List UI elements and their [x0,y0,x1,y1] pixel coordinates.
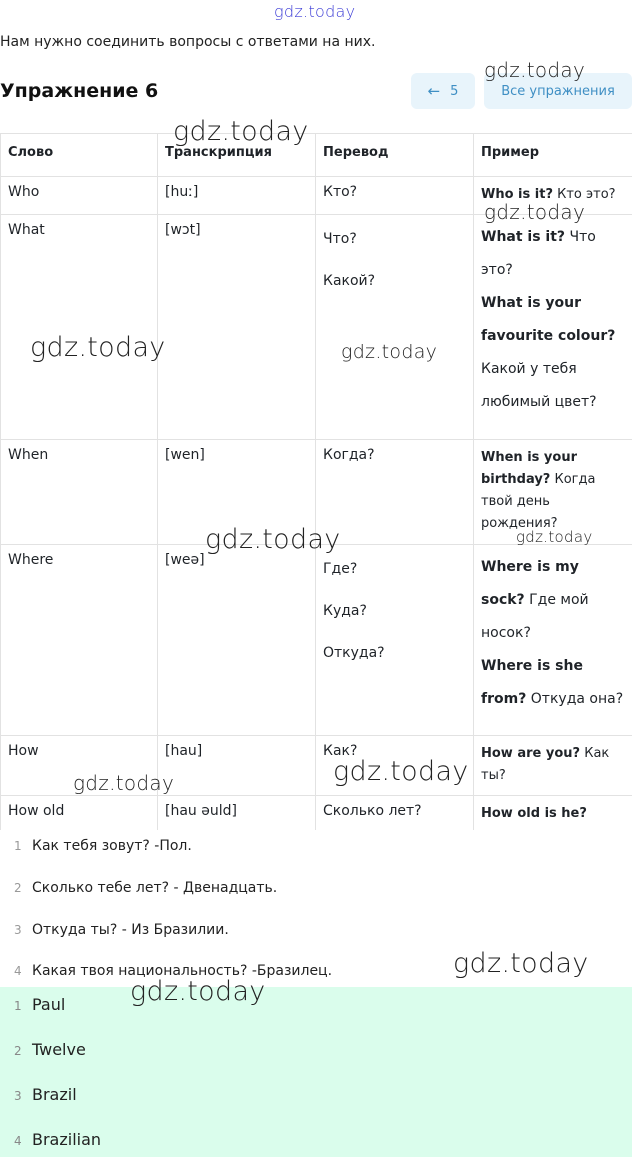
answer-text: Brazilian [32,1130,102,1149]
list-item [14,995,65,1014]
exercise-title: Упражнение 6 [0,80,159,102]
example-rest: Как ты? [481,746,610,783]
question-text: Как тебя зовут? -Пол. [32,838,192,854]
cell-transcription: [weə] [158,545,316,736]
cell-transcription: [huː] [158,177,316,215]
question-text: Сколько тебе лет? - Двенадцать. [32,880,278,896]
cell-word: How [1,736,158,796]
translation: Когда? [323,447,375,463]
watermark: gdz.today [274,2,356,21]
cell-word: Where [1,545,158,736]
list-item [14,1040,86,1059]
answer-text: Twelve [32,1040,86,1059]
table-row [1,215,632,440]
list-item [14,838,192,854]
cell-translation [316,177,474,215]
answer-text: Brazil [32,1085,77,1104]
cell-word: When [1,440,158,545]
cell-example [474,215,632,440]
question-text: Какая твоя национальность? -Бразилец. [32,963,333,979]
cell-example [474,796,632,831]
example-bold: Who is it? [481,187,553,202]
translation: Какой? [323,273,376,289]
translation: Как? [323,743,358,759]
list-item [14,880,277,896]
example-rest: Что это? [481,229,596,278]
cell-transcription: [wen] [158,440,316,545]
list-number: 1 [14,839,22,853]
translation: Что? [323,231,357,247]
header-word: Слово [1,134,158,177]
prev-exercise-button[interactable] [411,73,475,109]
watermark: gdz.today [30,332,166,363]
list-number: 2 [14,1044,22,1058]
cell-translation [316,545,474,736]
watermark: gdz.today [453,948,589,979]
watermark: gdz.today [130,976,266,1007]
example-rest: Откуда она? [526,691,624,707]
cell-transcription: [hau əuld] [158,796,316,831]
cell-translation [316,215,474,440]
cell-transcription: [wɔt] [158,215,316,440]
list-number: 2 [14,881,22,895]
cell-example [474,545,632,736]
example-rest: Какой у тебя любимый цвет? [481,361,597,410]
cell-translation [316,796,474,831]
arrow-left-icon: ← [427,82,441,100]
answer-text: Paul [32,995,66,1014]
watermark: gdz.today [73,771,175,795]
example-bold: How old is he? [481,806,587,821]
watermark: gdz.today [341,341,438,363]
cell-transcription: [hau] [158,736,316,796]
question-text: Откуда ты? - Из Бразилии. [32,922,229,938]
prev-exercise-label: 5 [450,83,459,99]
header-transcription: Транскрипция [158,134,316,177]
translation: Сколько лет? [323,803,422,819]
cell-word: How old [1,796,158,831]
translation: Куда? [323,603,367,619]
cell-word: What [1,215,158,440]
example-bold: When is your birthday? [481,450,577,487]
answers-panel [0,987,632,1157]
translation: Откуда? [323,645,385,661]
list-number: 4 [14,1134,22,1148]
table-row [1,796,632,831]
example-rest: Когда твой день рождения? [481,472,596,531]
watermark: gdz.today [333,756,469,787]
table-row [1,545,632,736]
vocabulary-table-wrapper [0,133,632,830]
watermark: gdz.today [173,116,309,147]
list-number: 3 [14,923,22,937]
list-item [14,1085,77,1104]
list-item [14,1130,101,1149]
example-bold: Where is my sock? [481,559,579,608]
example-bold: Where is she from? [481,658,583,707]
translation: Кто? [323,184,358,200]
example-rest: Кто это? [552,187,616,202]
header-example: Пример [474,134,632,177]
watermark: gdz.today [484,200,586,224]
cell-example [474,736,632,796]
intro-text: Нам нужно соединить вопросы с ответами на них. [0,34,376,50]
table-header-row [1,134,632,177]
list-number: 4 [14,964,22,978]
cell-word: Who [1,177,158,215]
translation: Где? [323,561,358,577]
list-number: 1 [14,999,22,1013]
watermark: gdz.today [516,528,593,546]
example-bold: What is it? [481,229,566,245]
all-exercises-button[interactable]: Все упражнения [484,73,632,109]
example-bold: What is your favourite colour? [481,295,616,344]
example-bold: How are you? [481,746,581,761]
list-item [14,922,229,938]
example-rest: Где мой носок? [481,592,589,641]
watermark: gdz.today [205,524,341,555]
vocabulary-table [0,133,632,830]
header-translation: Перевод [316,134,474,177]
watermark: gdz.today [484,58,586,82]
list-number: 3 [14,1089,22,1103]
